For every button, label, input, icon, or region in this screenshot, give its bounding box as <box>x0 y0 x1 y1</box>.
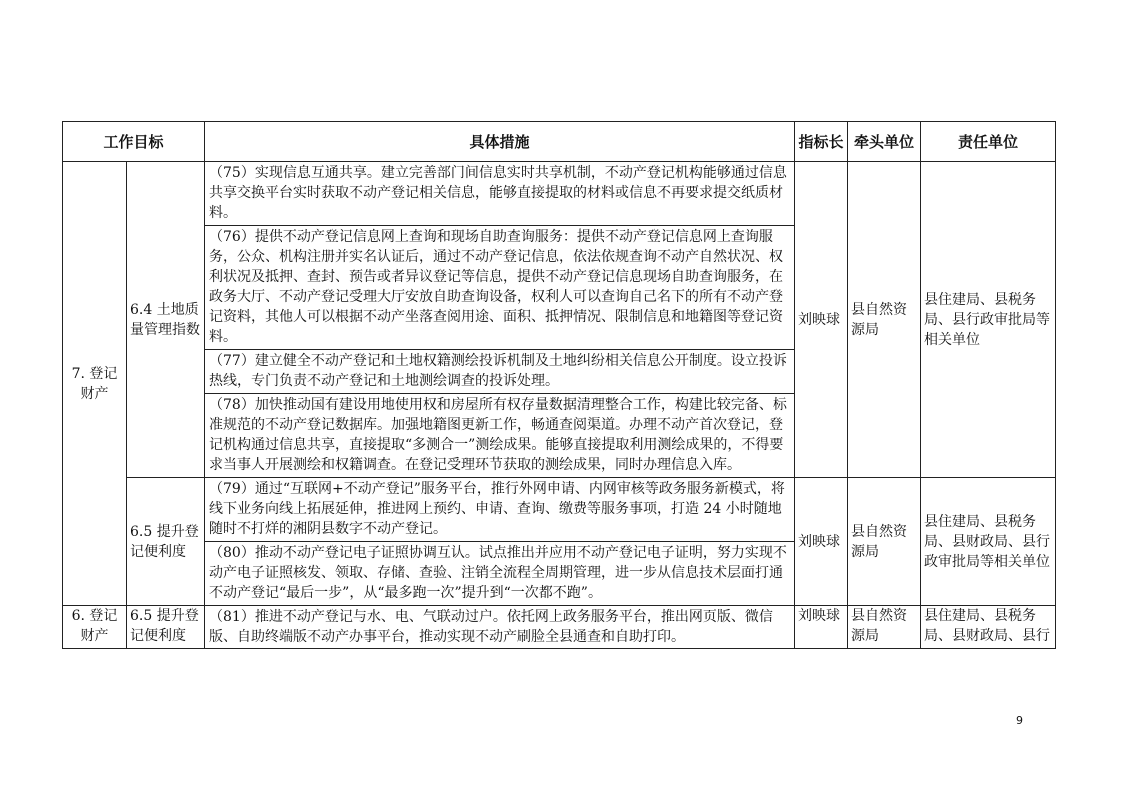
responsible-unit-cell: 县住建局、县税务局、县财政局、县行 <box>921 606 1056 649</box>
header-measures: 具体措施 <box>205 122 795 162</box>
indicator-head-cell: 刘映球 <box>795 478 848 606</box>
sub-goal-cell: 6.4 土地质量管理指数 <box>127 162 205 478</box>
header-row <box>63 122 1056 162</box>
responsible-unit-cell: 县住建局、县税务局、县行政审批局等相关单位 <box>921 162 1056 478</box>
header-responsible-unit: 责任单位 <box>921 122 1056 162</box>
measure-cell: （75）实现信息互通共享。建立完善部门间信息实时共享机制，不动产登记机构能够通过信息共享交换平台实时获取不动产登记相关信息，能够直接提取的材料或信息不再要求提交纸质材料。 <box>205 162 795 226</box>
page-number: 9 <box>1016 714 1023 727</box>
sub-goal-cell: 6.5 提升登记便利度 <box>127 478 205 606</box>
lead-unit-cell: 县自然资源局 <box>848 478 921 606</box>
measure-cell: （77）建立健全不动产登记和土地权籍测绘投诉机制及土地纠纷相关信息公开制度。设立投诉热线，专门负责不动产登记和土地测绘调查的投诉处理。 <box>205 350 795 394</box>
goal-cell: 7. 登记财产 <box>63 162 127 606</box>
measures-table <box>62 121 1056 649</box>
measure-cell: （81）推进不动产登记与水、电、气联动过户。依托网上政务服务平台，推出网页版、微信版、自助终端版不动产办事平台，推动实现不动产刷脸全县通查和自助打印。 <box>205 606 795 649</box>
lead-unit-cell: 县自然资源局 <box>848 606 921 649</box>
header-lead-unit: 牵头单位 <box>848 122 921 162</box>
indicator-head-cell: 刘映球 <box>795 162 848 478</box>
header-indicator-head: 指标长 <box>795 122 848 162</box>
header-goal: 工作目标 <box>63 122 205 162</box>
measure-cell: （79）通过“互联网+不动产登记”服务平台，推行外网申请、内网审核等政务服务新模式，将线下业务向线上拓展延伸，推进网上预约、申请、查询、缴费等服务事项，打造 24 小时随地随时不打烊的湘阴县数字不动产登记。 <box>205 478 795 542</box>
measure-cell: （78）加快推动国有建设用地使用权和房屋所有权存量数据清理整合工作，构建比较完备、标准规范的不动产登记数据库。加强地籍图更新工作，畅通查阅渠道。办理不动产首次登记，登记机构通过信息共享，直接提取“多测合一”测绘成果。能够直接提取利用测绘成果的，不得要求当事人开展测绘和权籍调查。在登记受理环节获取的测绘成果，同时办理信息入库。 <box>205 394 795 478</box>
measure-cell: （80）推动不动产登记电子证照协调互认。试点推出并应用不动产登记电子证明，努力实现不动产电子证照核发、领取、存储、查验、注销全流程全周期管理，进一步从信息技术层面打通不动产登记“最后一步”，从“最多跑一次”提升到“一次都不跑”。 <box>205 542 795 606</box>
table-row <box>63 478 1056 542</box>
sub-goal-cell: 6.5 提升登记便利度 <box>127 606 205 649</box>
table-row <box>63 606 1056 649</box>
goal-cell: 6. 登记财产 <box>63 606 127 649</box>
measure-cell: （76）提供不动产登记信息网上查询和现场自助查询服务：提供不动产登记信息网上查询服务，公众、机构注册并实名认证后，通过不动产登记信息，依法依规查询不动产自然状况、权利状况及抵押、查封、预告或者异议登记等信息，提供不动产登记信息现场自助查询服务，在政务大厅、不动产登记受理大厅安放自助查询设备，权利人可以查询自己名下的所有不动产登记资料，其他人可以根据不动产坐落查阅用途、面积、抵押情况、限制信息和地籍图等登记资料。 <box>205 226 795 350</box>
responsible-unit-cell: 县住建局、县税务局、县财政局、县行政审批局等相关单位 <box>921 478 1056 606</box>
lead-unit-cell: 县自然资源局 <box>848 162 921 478</box>
indicator-head-cell: 刘映球 <box>795 606 848 649</box>
table-row <box>63 162 1056 226</box>
